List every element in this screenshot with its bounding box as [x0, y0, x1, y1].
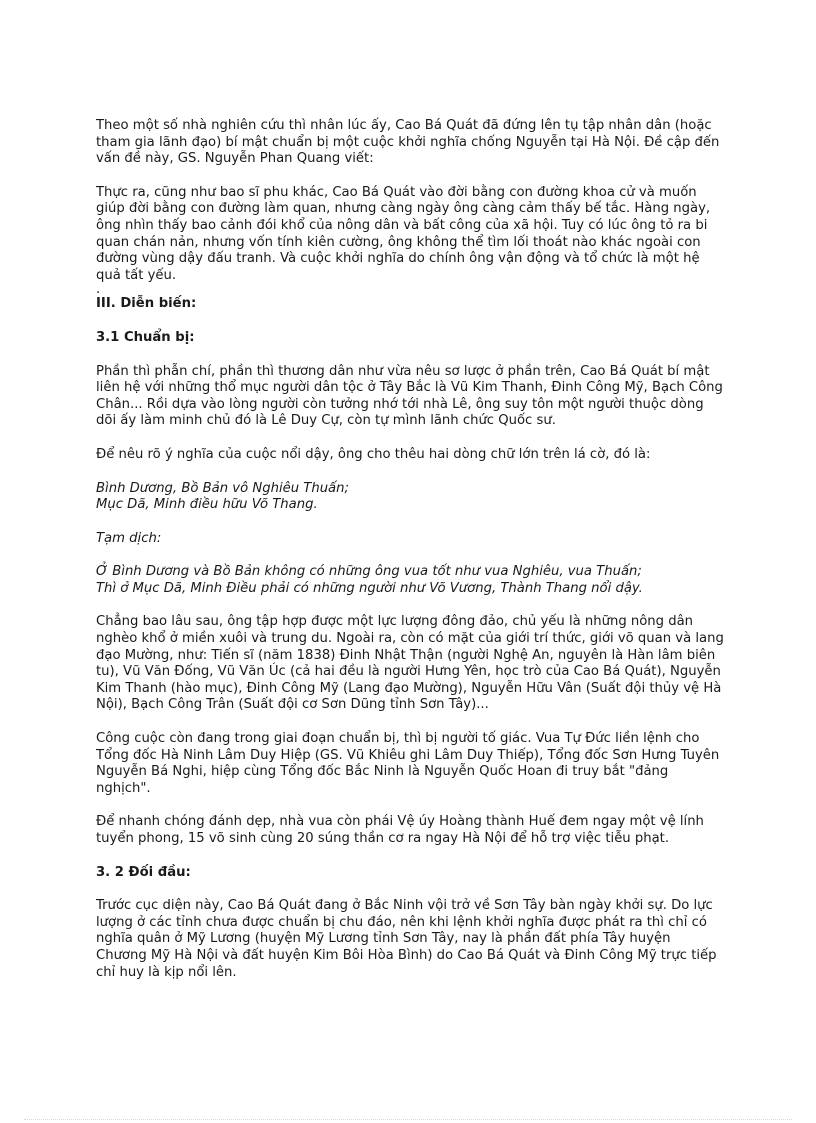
- stray-dot: .: [96, 282, 101, 298]
- verse-original-line-1: Bình Dương, Bồ Bản vô Nghiêu Thuấn;: [96, 480, 349, 496]
- paragraph-cuc-dien: Trước cục diện này, Cao Bá Quát đang ở Bắc Ninh vội trở về Sơn Tây bàn ngày khởi sự. Do lực lượng ở các tỉnh chưa được chuẩn bị chu đáo, nên khi lệnh khởi nghĩa được phát ra thì chỉ có nghĩa quân ở Mỹ Lương (huyện Mỹ Lương tỉnh Sơn Tây, nay là phần đất phía Tây huyện Chương Mỹ Hà Nội và đất huyện Kim Bôi Hòa Bình) do Cao Bá Quát và Đinh Công Mỹ trực tiếp chỉ huy là kịp nổi lên.: [96, 898, 717, 980]
- paragraph-to-giac: Công cuộc còn đang trong giai đoạn chuẩn bị, thì bị người tố giác. Vua Tự Đức liền lệnh cho Tổng đốc Hà Ninh Lâm Duy Hiệp (GS. Vũ Khiêu ghi Lâm Duy Thiếp), Tổng đốc Sơn Hưng Tuyên Nguyễn Bá Nghi, hiệp cùng Tổng đốc Bắc Ninh là Nguyễn Quốc Hoan đi truy bắt "đảng nghịch".: [96, 731, 720, 796]
- verse-original-line-2: Mục Dã, Minh điều hữu Võ Thang.: [96, 497, 318, 513]
- heading-chuan-bi: 3.1 Chuẩn bị:: [96, 329, 195, 345]
- verse-translation-line-2: Thì ở Mục Dã, Minh Điều phải có những người như Võ Vương, Thành Thang nổi dậy.: [96, 580, 643, 596]
- verse-original: [96, 481, 724, 514]
- heading-doi-dau: 3. 2 Đối đầu:: [96, 864, 191, 880]
- paragraph-luc-luong: Chẳng bao lâu sau, ông tập hợp được một lực lượng đông đảo, chủ yếu là những nông dân nghèo khổ ở miền xuôi và trung du. Ngoài ra, còn có mặt của giới trí thức, giới võ quan và lang đạo Mường, như: Tiến sĩ (năm 1838) Đinh Nhật Thận (người Nghệ An, nguyên là Hàn lâm biên tu), Vũ Văn Đống, Vũ Văn Úc (cả hai đều là người Hưng Yên, học trò của Cao Bá Quát), Nguyễn Kim Thanh (hào mục), Đinh Công Mỹ (Lang đạo Mường), Nguyễn Hữu Vân (Suất đội thủy vệ Hà Nội), Bạch Công Trân (Suất đội cơ Sơn Dũng tỉnh Sơn Tây)...: [96, 614, 724, 713]
- paragraph-intro: Theo một số nhà nghiên cứu thì nhân lúc ấy, Cao Bá Quát đã đứng lên tụ tập nhân dân (hoặc tham gia lãnh đạo) bí mật chuẩn bị một cuộc khởi nghĩa chống Nguyễn tại Hà Nội. Đề cập đến vấn đề này, GS. Nguyễn Phan Quang viết:: [96, 118, 720, 167]
- paragraph-y-nghia: Để nêu rõ ý nghĩa của cuộc nổi dậy, ông cho thêu hai dòng chữ lớn trên lá cờ, đó là:: [96, 446, 651, 462]
- paragraph-lien-he: Phần thì phẫn chí, phần thì thương dân như vừa nêu sơ lược ở phần trên, Cao Bá Quát bí mật liên hệ với những thổ mục người dân tộc ở Tây Bắc là Vũ Kim Thanh, Đinh Công Mỹ, Bạch Công Chân... Rồi dựa vào lòng người còn tưởng nhớ tới nhà Lê, ông suy tôn một người thuộc dòng dõi ấy làm minh chủ đó là Lê Duy Cự, còn tự mình lãnh chức Quốc sư.: [96, 363, 723, 429]
- paragraph-danh-dep: Để nhanh chóng đánh dẹp, nhà vua còn phái Vệ úy Hoàng thành Huế đem ngay một vệ lính tuyển phong, 15 võ sinh cùng 20 súng thần cơ ra ngay Hà Nội để hỗ trợ việc tiễu phạt.: [96, 814, 704, 846]
- label-tam-dich: Tạm dịch:: [96, 530, 162, 546]
- paragraph-quote-nguyen-phan-quang: Thực ra, cũng như bao sĩ phu khác, Cao Bá Quát vào đời bằng con đường khoa cử và muốn giúp đời bằng con đường làm quan, nhưng càng ngày ông càng cảm thấy bế tắc. Hàng ngày, ông nhìn thấy bao cảnh đói khổ của nông dân và bất công của xã hội. Tuy có lúc ông tỏ ra bi quan chán nản, nhưng vốn tính kiên cường, ông không thể tìm lối thoát nào khác ngoài con đường vùng dậy đấu tranh. Và cuộc khởi nghĩa do chính ông vận động và tổ chức là một hệ quả tất yếu.: [96, 184, 711, 283]
- document-body: [96, 118, 724, 998]
- verse-translation: [96, 564, 724, 597]
- page-bottom-rule: [24, 1119, 792, 1120]
- verse-translation-line-1: Ở Bình Dương và Bồ Bản không có những ông vua tốt như vua Nghiêu, vua Thuấn;: [96, 564, 642, 580]
- heading-dien-bien: III. Diễn biến:: [96, 296, 197, 312]
